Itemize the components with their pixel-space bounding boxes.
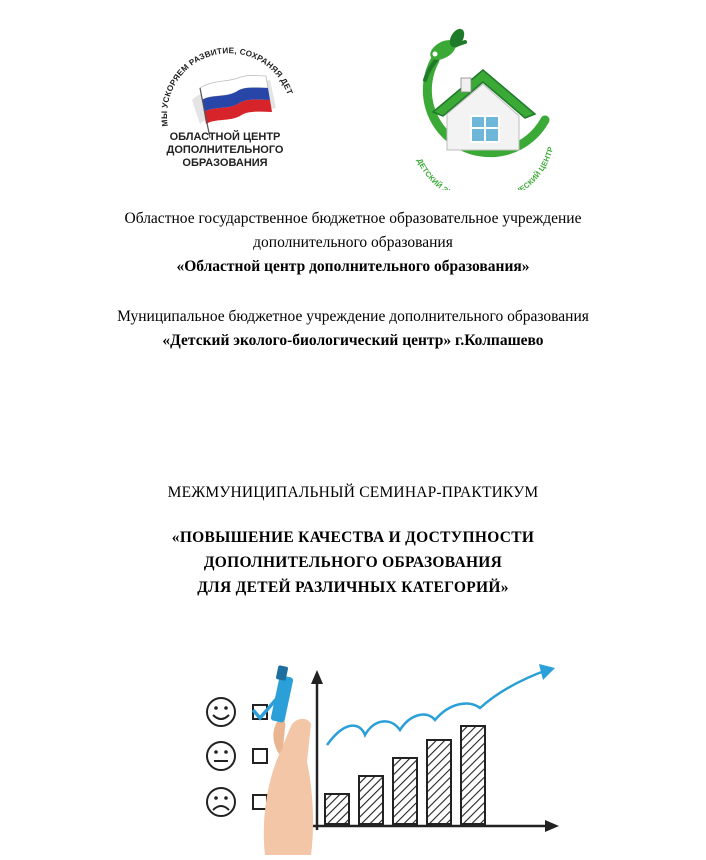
org1-line2: дополнительного образования <box>253 234 453 251</box>
checkbox-empty <box>253 749 267 763</box>
logo-left-arc-text: МЫ УСКОРЯЕМ РАЗВИТИЕ, СОХРАНЯЯ ДЕТ <box>160 46 295 127</box>
org1-line1: Областное государственное бюджетное образовательное учреждение <box>124 210 582 227</box>
logo-left-line3: ОБРАЗОВАНИЯ <box>182 157 268 169</box>
growth-bar <box>325 794 349 824</box>
growth-illustration <box>195 650 565 855</box>
happy-face-icon <box>207 698 235 726</box>
logo-left-line2: ДОПОЛНИТЕЛЬНОГО <box>166 144 284 156</box>
org2-line1: Муниципальное бюджетное учреждение дополнительного образования <box>117 308 589 325</box>
growth-bar <box>427 740 451 824</box>
seminar-title-line1: «ПОВЫШЕНИЕ КАЧЕСТВА И ДОСТУПНОСТИ <box>171 529 535 546</box>
org1-line3: «Областной центр дополнительного образования» <box>176 258 530 275</box>
neutral-face-icon <box>207 742 235 770</box>
hand-with-marker <box>264 665 313 855</box>
logo-regional-center-graphic <box>140 30 310 180</box>
seminar-title-line2: ДОПОЛНИТЕЛЬНОГО ОБРАЗОВАНИЯ <box>203 554 503 571</box>
growth-bar <box>461 726 485 824</box>
logo-left-line1: ОБЛАСТНОЙ ЦЕНТР <box>169 131 281 143</box>
growth-illustration-graphic <box>195 650 565 855</box>
logo-regional-center <box>140 30 310 180</box>
seminar-type: МЕЖМУНИЦИПАЛЬНЫЙ СЕМИНАР-ПРАКТИКУМ <box>167 484 539 501</box>
growth-bars <box>325 726 485 824</box>
org2-line2: «Детский эколого-биологический центр» г.Колпашево <box>162 332 544 349</box>
seminar-title-line3: ДЛЯ ДЕТЕЙ РАЗЛИЧНЫХ КАТЕГОРИЙ» <box>197 579 509 596</box>
trend-arrow <box>327 670 547 745</box>
logo-eco-bio-center <box>395 20 565 190</box>
checkbox-empty <box>253 795 267 809</box>
growth-bar <box>393 758 417 824</box>
growth-bar <box>359 776 383 824</box>
logo-right-arc-text: ДЕТСКИЙ Э ЕСКИЙ ЦЕНТР <box>415 145 556 190</box>
logo-eco-bio-center-graphic <box>395 20 565 190</box>
trend-arrow-head <box>539 664 555 680</box>
sad-face-icon <box>207 788 235 816</box>
